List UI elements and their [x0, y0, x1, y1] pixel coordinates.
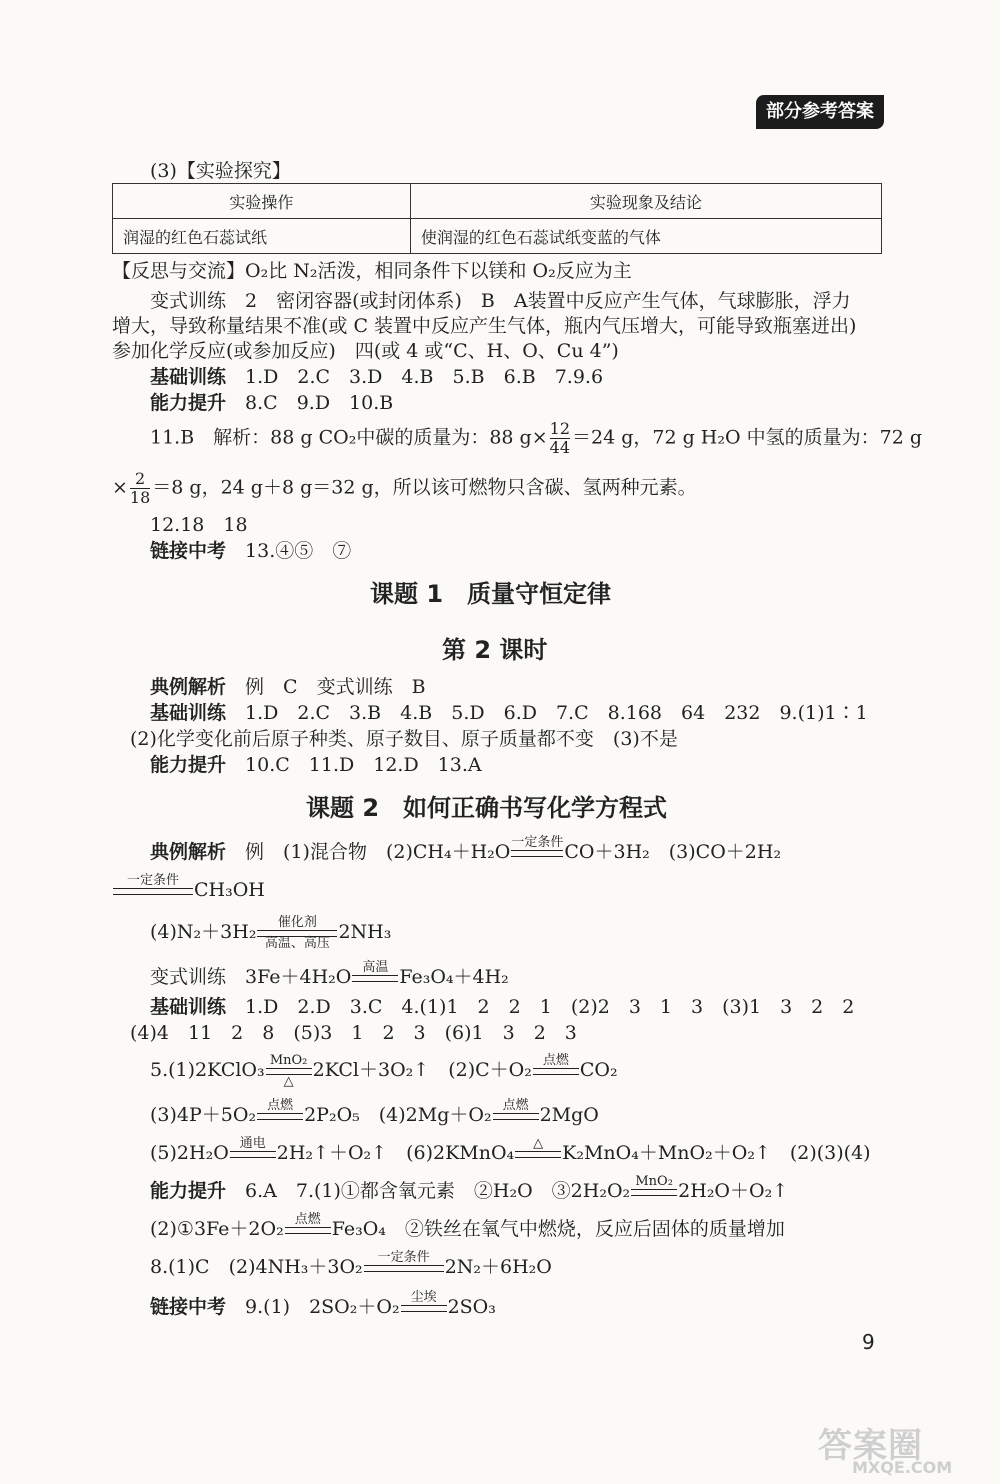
eq-text: 2SO₃: [447, 1296, 496, 1318]
lesson2-example-2: [112, 872, 265, 909]
q5-line-2: [150, 1098, 599, 1134]
eq-text: Fe₃O₄＋4H₂: [399, 966, 509, 988]
basic-label: 基础训练: [150, 996, 227, 1018]
basic-answers: 1.D 2.C 3.D 4.B 5.B 6.B 7.9.6: [245, 366, 604, 388]
eq-text: Fe₃O₄ ②铁丝在氧气中燃烧，反应后固体的质量增加: [331, 1218, 785, 1240]
cond-top: 通电: [239, 1135, 266, 1151]
frac-num: 2: [130, 470, 150, 489]
cond-top: 点燃: [294, 1211, 321, 1227]
watermark-logo: 答案圈: [818, 1426, 923, 1466]
variant-line-3: 参加化学反应(或参加反应) 四(或 4 或“C、H、O、Cu 4”): [112, 340, 619, 362]
eq-text: 2P₂O₅ (4)2Mg＋O₂: [304, 1104, 492, 1126]
cond-top: 一定条件: [511, 834, 564, 850]
eq-text: 2KCl＋3O₂↑ (2)C＋O₂: [312, 1059, 532, 1081]
q8-line: [150, 1250, 552, 1286]
ability-label: 能力提升: [150, 754, 227, 776]
ability-1: [150, 390, 393, 416]
eq-text: 2H₂O＋O₂↑: [678, 1180, 789, 1202]
q11-text-d: ＝8 g，24 g＋8 g＝32 g，所以该可燃物只含碳、氢两种元素。: [152, 476, 697, 499]
eq-text: (5)2H₂O: [150, 1142, 229, 1164]
q5-line-3: [150, 1136, 871, 1172]
example-label: 典例解析: [150, 841, 227, 863]
variant-line-2: 增大，导致称量结果不准(或 C 装置中反应产生气体，瓶内气压增大，可能导致瓶塞迸出): [112, 315, 857, 337]
table-intro: (3)【实验探究】: [150, 160, 291, 182]
page-number: 9: [862, 1330, 875, 1354]
condition-arrow: [257, 916, 337, 951]
table-cell-result: 使润湿的红色石蕊试纸变蓝的气体: [410, 219, 881, 254]
basic-answers: 1.D 2.C 3.B 4.B 5.D 6.D 7.C 8.168 64 232 9.(1)1∶1: [245, 702, 868, 724]
lesson2-basic-1: [150, 994, 854, 1020]
cond-bottom: 高温、高压: [264, 935, 330, 951]
eq-text: CO＋3H₂ (3)CO＋2H₂: [564, 841, 782, 863]
cond-top: 高温: [362, 959, 389, 975]
table-cell-operation: 润湿的红色石蕊试纸: [113, 219, 411, 254]
lesson1-title: 课题 1 质量守恒定律: [370, 580, 612, 608]
ability-label: 能力提升: [150, 1180, 227, 1202]
cond-top: 一定条件: [126, 872, 179, 888]
eq-text: 2MgO: [539, 1104, 599, 1126]
link-exam-2: [150, 1290, 496, 1326]
lesson1-ability: [150, 752, 482, 778]
reflect-text: O₂比 N₂活泼，相同条件下以镁和 O₂反应为主: [245, 260, 632, 282]
eq-text: 2H₂↑＋O₂↑ (6)2KMnO₄: [276, 1142, 515, 1164]
cond-top: MnO₂: [635, 1173, 673, 1189]
cond-bottom: △: [283, 1073, 294, 1089]
condition-arrow: [266, 1054, 312, 1089]
basic-training-1: [150, 364, 603, 390]
eq-text: 9.(1) 2SO₂＋O₂: [245, 1296, 400, 1318]
ability-answers: 8.C 9.D 10.B: [245, 392, 394, 414]
condition-arrow: [285, 1213, 331, 1248]
eq-text: K₂MnO₄＋MnO₂＋O₂↑ (2)(3)(4): [562, 1142, 871, 1164]
eq-text: (3)4P＋5O₂: [150, 1104, 257, 1126]
q11-line-2: [112, 470, 697, 507]
eq-text: 例 (1)混合物 (2)CH₄＋H₂O: [245, 841, 511, 863]
fraction-2-18: [130, 470, 150, 507]
table-header-operation: 实验操作: [113, 184, 411, 219]
condition-arrow: [511, 836, 563, 871]
lesson1-subtitle: 第 2 课时: [442, 636, 548, 664]
lesson2-example-1: [150, 834, 781, 871]
example-label: 典例解析: [150, 676, 227, 698]
condition-arrow: [493, 1099, 539, 1134]
condition-arrow: [401, 1291, 447, 1326]
eq-text: (4)N₂＋3H₂: [150, 921, 257, 943]
q11-text-c: ×: [112, 476, 128, 499]
q5-line-1: [150, 1050, 618, 1090]
q11-text-a: 11.B 解析：88 g CO₂中碳的质量为：88 g×: [150, 426, 548, 449]
link-answers: 13.④⑤ ⑦: [245, 540, 352, 562]
lesson2-variant: [150, 960, 509, 996]
table-header-result: 实验现象及结论: [410, 184, 881, 219]
link-label: 链接中考: [150, 1296, 227, 1318]
eq-text: (2)①3Fe＋2O₂: [150, 1218, 284, 1240]
cond-top: 催化剂: [277, 914, 317, 930]
condition-arrow: [533, 1054, 579, 1089]
basic-answers: 1.D 2.D 3.C 4.(1)1 2 2 1 (2)2 3 1 3 (3)1 3 2 2: [245, 996, 855, 1018]
q11-text-b: ＝24 g，72 g H₂O 中氢的质量为：72 g: [572, 426, 922, 449]
eq-text: 8.(1)C (2)4NH₃＋3O₂: [150, 1256, 363, 1278]
eq-text: 5.(1)2KClO₃: [150, 1059, 265, 1081]
condition-arrow: [230, 1137, 276, 1172]
condition-arrow: [515, 1137, 561, 1172]
condition-arrow: [113, 874, 193, 909]
lesson1-basic-2: (2)化学变化前后原子种类、原子数目、原子质量都不变 (3)不是: [130, 728, 678, 750]
cond-top: 点燃: [267, 1097, 294, 1113]
variant-line-1: 变式训练 2 密闭容器(或封闭体系) B A装置中反应产生气体，气球膨胀，浮力: [150, 290, 851, 312]
q11-line-1: [150, 420, 922, 457]
lesson2-example-3: [150, 912, 391, 952]
fraction-12-44: [550, 420, 570, 457]
section-tag: 部分参考答案: [756, 95, 884, 129]
eq-text: CO₂: [579, 1059, 618, 1081]
frac-den: 18: [129, 488, 151, 507]
cond-top: 尘埃: [410, 1289, 437, 1305]
eq-text: 2N₂＋6H₂O: [444, 1256, 552, 1278]
lesson2-basic-2: (4)4 11 2 8 (5)3 1 2 3 (6)1 3 2 3: [130, 1022, 577, 1044]
lesson1-example: [150, 674, 426, 700]
reflect-label: 【反思与交流】: [112, 260, 246, 282]
condition-arrow: [364, 1251, 444, 1286]
condition-arrow: [257, 1099, 303, 1134]
eq-text: 2NH₃: [338, 921, 392, 943]
link-exam-1: [150, 538, 351, 564]
eq-text: 变式训练 3Fe＋4H₂O: [150, 966, 352, 988]
frac-num: 12: [549, 419, 570, 438]
q12: 12.18 18: [150, 514, 248, 536]
experiment-table: [112, 183, 882, 254]
cond-top: 一定条件: [377, 1249, 430, 1265]
cond-top: 点燃: [502, 1097, 529, 1113]
ability-label: 能力提升: [150, 392, 227, 414]
condition-arrow: [631, 1175, 677, 1210]
eq-text: 6.A 7.(1)①都含氧元素 ②H₂O ③2H₂O₂: [245, 1180, 631, 1202]
lesson2-ability-2: [150, 1212, 785, 1248]
cond-top: MnO₂: [269, 1052, 308, 1068]
ability-answers: 10.C 11.D 12.D 13.A: [245, 754, 482, 776]
lesson2-ability-1: [150, 1174, 788, 1210]
frac-den: 44: [549, 438, 570, 457]
cond-top: 点燃: [542, 1052, 569, 1068]
condition-arrow: [352, 961, 398, 996]
lesson1-basic-1: [150, 700, 868, 726]
eq-text: CH₃OH: [194, 879, 265, 901]
watermark-url: MXQE.COM: [852, 1458, 953, 1477]
reflect-line: [112, 258, 632, 284]
lesson2-title: 课题 2 如何正确书写化学方程式: [306, 794, 668, 822]
example-answers: 例 C 变式训练 B: [245, 676, 426, 698]
cond-top: △: [533, 1135, 544, 1151]
basic-label: 基础训练: [150, 702, 227, 724]
link-label: 链接中考: [150, 540, 227, 562]
basic-label: 基础训练: [150, 366, 227, 388]
